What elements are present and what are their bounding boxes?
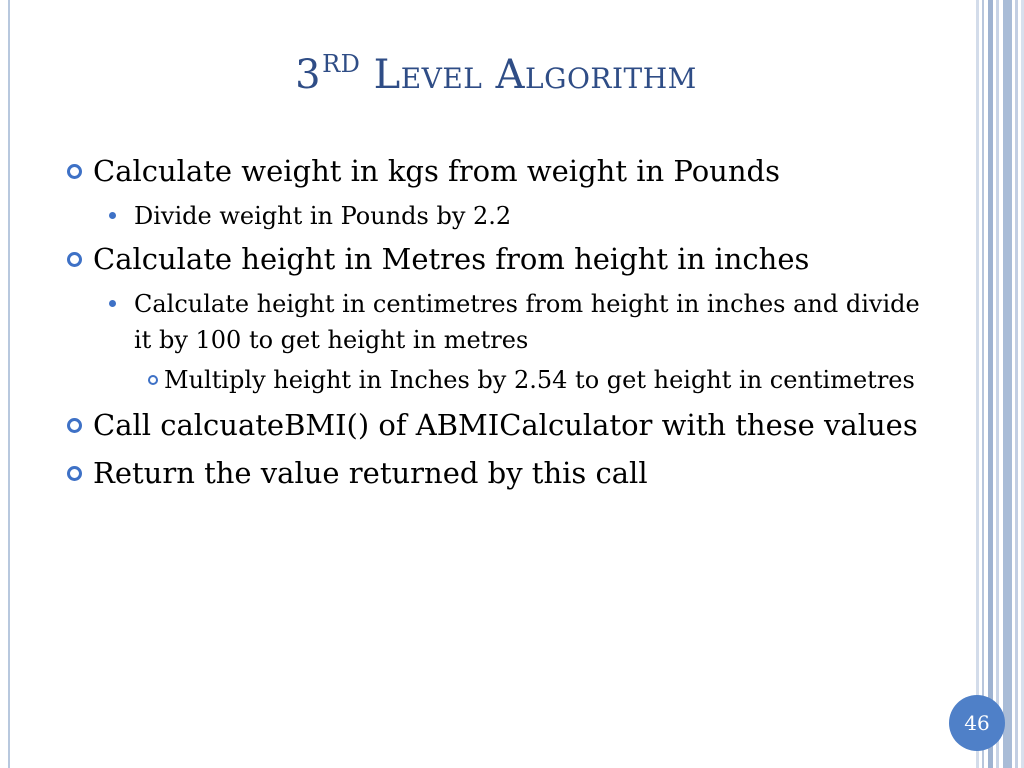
dot-bullet-icon (109, 212, 116, 219)
bullet-item-level2 (60, 286, 920, 358)
stripe (996, 0, 999, 768)
bullet-text: Calculate height in Metres from height in inches (93, 242, 810, 276)
page-number-badge (949, 695, 1005, 751)
small-ring-bullet-icon (148, 375, 158, 385)
stripe (988, 0, 993, 768)
title-prefix: 3 (295, 52, 322, 98)
bullet-text: Multiply height in Inches by 2.54 to get height in centimetres (164, 366, 915, 394)
bullet-text: Calculate weight in kgs from weight in Pounds (93, 154, 780, 188)
bullet-item-level1 (60, 150, 920, 192)
slide-title (60, 50, 932, 99)
left-border-rule (8, 0, 10, 768)
bullet-text: Calculate height in centimetres from height in inches and divide it by 100 to get height in metres (134, 290, 920, 354)
dot-bullet-icon (109, 300, 116, 307)
bullet-text: Divide weight in Pounds by 2.2 (134, 202, 512, 230)
right-decorative-stripes (976, 0, 1024, 768)
bullet-text: Call calcuateBMI() of ABMICalculator with these values (93, 408, 918, 442)
bullet-list (60, 150, 920, 500)
stripe (1003, 0, 1012, 768)
bullet-item-level2 (60, 198, 920, 234)
title-rest: Level Algorithm (373, 52, 697, 98)
page-number: 46 (964, 711, 990, 735)
stripe (982, 0, 984, 768)
stripe (976, 0, 979, 768)
bullet-item-level1 (60, 404, 920, 446)
bullet-item-level3 (60, 362, 920, 398)
bullet-item-level1 (60, 238, 920, 280)
stripe (1015, 0, 1018, 768)
bullet-text: Return the value returned by this call (93, 456, 648, 490)
ring-bullet-icon (67, 466, 82, 481)
ring-bullet-icon (67, 418, 82, 433)
ring-bullet-icon (67, 252, 82, 267)
ring-bullet-icon (67, 164, 82, 179)
bullet-item-level1 (60, 452, 920, 494)
title-superscript: RD (322, 50, 361, 78)
